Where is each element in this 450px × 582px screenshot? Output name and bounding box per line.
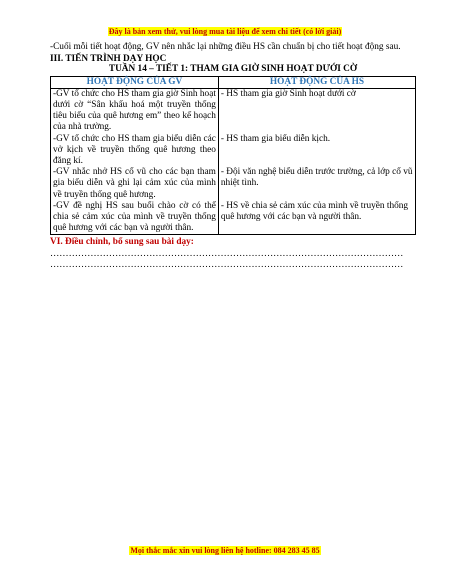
preview-notice-banner	[0, 27, 450, 36]
student-activity-1: - HS tham gia giờ Sinh hoạt dưới cờ	[220, 88, 356, 99]
teacher-activity-1: -GV tổ chức cho HS tham gia giờ Sinh hoạt dưới cờ “Sân khấu hoá một truyền thống tiêu biểu của quê hương em” theo kế hoạch của nhà trường.	[53, 88, 216, 133]
intro-paragraph: -Cuối mỗi tiết hoạt động, GV nên nhắc lại những điều HS cần chuẩn bị cho tiết hoạt động sau.	[50, 42, 401, 52]
table-header-row	[51, 76, 416, 88]
student-activity-4: - HS về chia sẻ cảm xúc của mình về truyền thống quê hương với các bạn và người thân.	[220, 200, 409, 222]
activity-table	[50, 76, 416, 236]
student-activity-2: - HS tham gia biểu diễn kịch.	[220, 133, 331, 144]
header-student-activity: HOẠT ĐỘNG CỦA HS	[218, 76, 415, 88]
document-page	[50, 42, 416, 272]
header-teacher-activity: HOẠT ĐỘNG CỦA GV	[51, 76, 219, 88]
adjustment-heading: VI. Điều chỉnh, bổ sung sau bài dạy:	[50, 237, 194, 248]
hotline-banner	[0, 546, 450, 555]
student-activity-3: - Đội văn nghệ biểu diễn trước trường, cả lớp cổ vũ nhiệt tình.	[220, 167, 413, 189]
teacher-activity-2: -GV tổ chức cho HS tham gia biểu diễn các vở kịch về truyền thống quê hương theo đăng kí.	[53, 133, 216, 167]
lesson-title: TUẦN 14 – TIẾT 1: THAM GIA GIỜ SINH HOẠT DƯỚI CỜ	[108, 64, 358, 75]
teacher-activity-3: -GV nhắc nhở HS cổ vũ cho các bạn tham gia biểu diễn và ghi lại cảm xúc của mình về truyền thống quê hương.	[53, 167, 216, 200]
adjustment-dotted-line-1: ……………………………………………………………………………………………………	[50, 248, 404, 259]
hotline-text: Mọi thắc mắc xin vui lòng liên hệ hotline: 084 283 45 85	[130, 546, 320, 555]
section-heading: III. TIẾN TRÌNH DẠY HỌC	[50, 54, 167, 65]
teacher-activity-cell	[51, 88, 219, 235]
adjustment-dotted-line-2: ……………………………………………………………………………………………………	[50, 260, 404, 271]
preview-notice-text: Đây là bản xem thử, vui lòng mua tài liệu để xem chi tiết (có lời giải)	[108, 27, 342, 36]
table-row	[51, 88, 416, 235]
student-activity-cell	[218, 88, 415, 235]
teacher-activity-4: -GV đề nghị HS sau buổi chào cờ có thể chia sẻ cảm xúc của mình về truyền thống quê hương với các bạn và người thân.	[53, 200, 216, 234]
